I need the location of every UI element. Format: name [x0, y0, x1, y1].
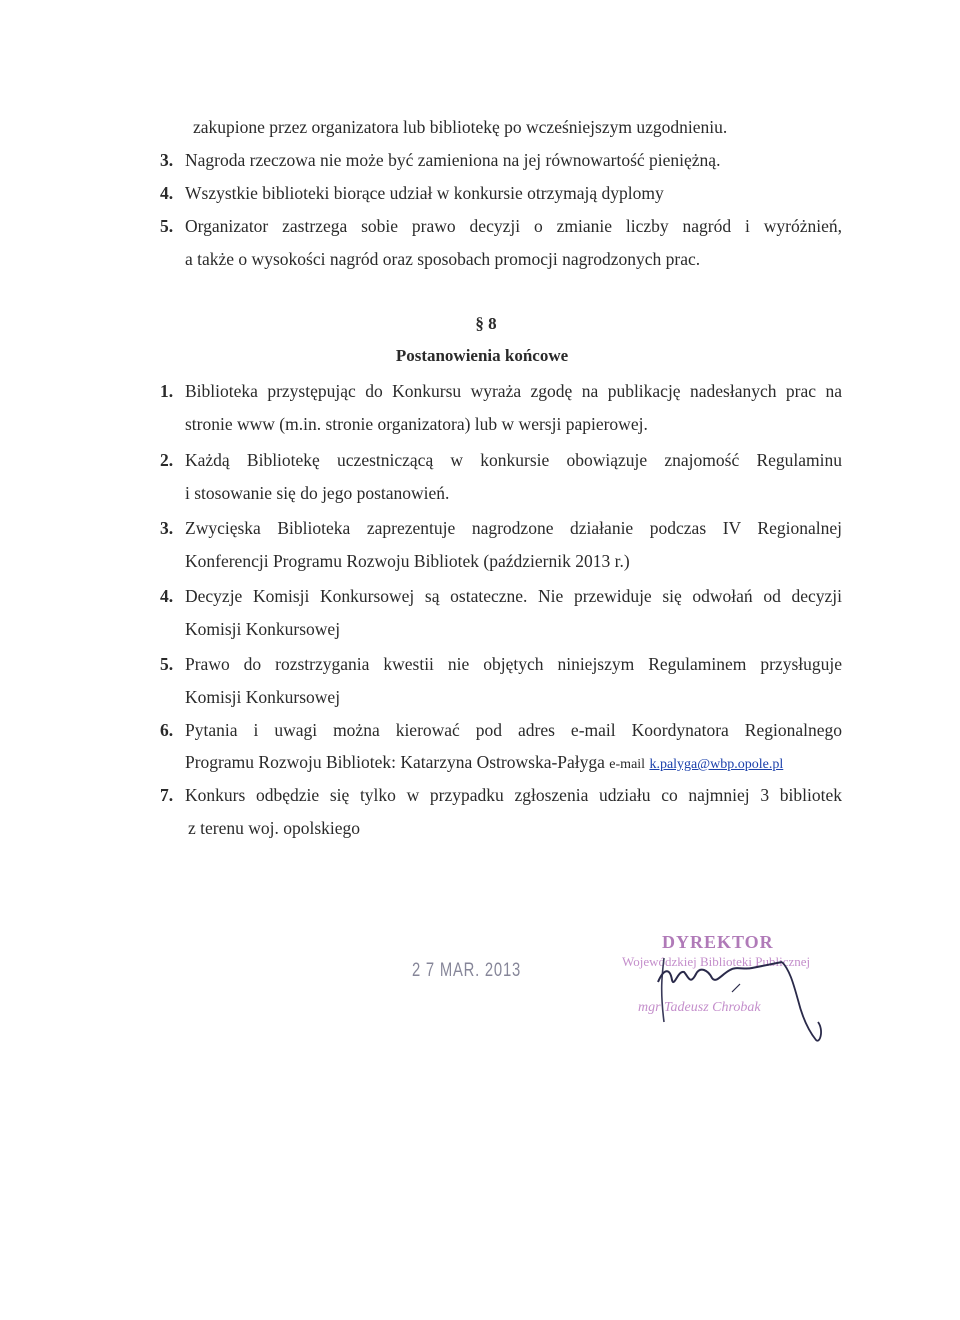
stamp-name: mgr Tadeusz Chrobak — [638, 1000, 761, 1015]
email-label: e-mail — [609, 757, 646, 772]
item-text: Pytania i uwagi można kierować pod adres e-mail Koordynatora Regionalnego — [185, 720, 842, 740]
stamp-title: DYREKTOR — [662, 932, 774, 952]
item-number: 4. — [160, 183, 174, 203]
item-text: i stosowanie się do jego postanowień. — [185, 483, 450, 503]
item-number: 7. — [160, 785, 174, 805]
item-text: Konferencji Programu Rozwoju Bibliotek (październik 2013 r.) — [185, 551, 630, 571]
item-text: Komisji Konkursowej — [185, 687, 341, 707]
intro-line: zakupione przez organizatora lub bibliotekę po wcześniejszym uzgodnieniu. — [193, 117, 728, 137]
item-text: Prawo do rozstrzygania kwestii nie objętych niniejszym Regulaminem przysługuje — [185, 654, 842, 674]
item-text: Programu Rozwoju Bibliotek: Katarzyna Ostrowska-Pałyga — [185, 752, 605, 772]
item-number: 4. — [160, 586, 174, 606]
item-text: Decyzje Komisji Konkursowej są ostateczne. Nie przewiduje się odwołań od decyzji — [185, 586, 842, 606]
item-number: 5. — [160, 216, 174, 236]
item-text: Wszystkie biblioteki biorące udział w konkursie otrzymają dyplomy — [185, 183, 664, 203]
item-text: Organizator zastrzega sobie prawo decyzji o zmianie liczby nagród i wyróżnień, — [185, 216, 842, 236]
item-text: Każdą Bibliotekę uczestniczącą w konkursie obowiązuje znajomość Regulaminu — [185, 450, 842, 470]
item-number: 3. — [160, 150, 174, 170]
item-text-with-email — [185, 751, 783, 776]
signature-icon — [612, 930, 872, 1050]
email-link[interactable]: k.palyga@wbp.opole.pl — [649, 757, 784, 772]
item-number: 3. — [160, 518, 174, 538]
item-text: a także o wysokości nagród oraz sposobach promocji nagrodzonych prac. — [185, 249, 701, 269]
date-stamp: 2 7 MAR. 2013 — [412, 960, 522, 981]
stamp-institution: Wojewódzkiej Biblioteki Publicznej — [622, 954, 811, 969]
item-text: Zwycięska Biblioteka zaprezentuje nagrodzone działanie podczas IV Regionalnej — [185, 518, 842, 538]
section-title: Postanowienia końcowe — [395, 346, 569, 365]
item-text: stronie www (m.in. stronie organizatora) lub w wersji papierowej. — [185, 414, 648, 434]
item-number: 6. — [160, 720, 174, 740]
item-text: Konkurs odbędzie się tylko w przypadku zgłoszenia udziału co najmniej 3 bibliotek — [185, 785, 842, 805]
item-number: 2. — [160, 450, 174, 470]
item-text: Nagroda rzeczowa nie może być zamieniona na jej równowartość pieniężną. — [185, 150, 721, 170]
item-number: 1. — [160, 381, 174, 401]
item-text: z terenu woj. opolskiego — [188, 818, 361, 838]
item-text: Biblioteka przystępując do Konkursu wyraża zgodę na publikację nadesłanych prac na — [185, 381, 842, 401]
item-number: 5. — [160, 654, 174, 674]
director-stamp — [612, 930, 872, 1050]
section-number: § 8 — [475, 314, 497, 333]
item-text: Komisji Konkursowej — [185, 619, 341, 639]
